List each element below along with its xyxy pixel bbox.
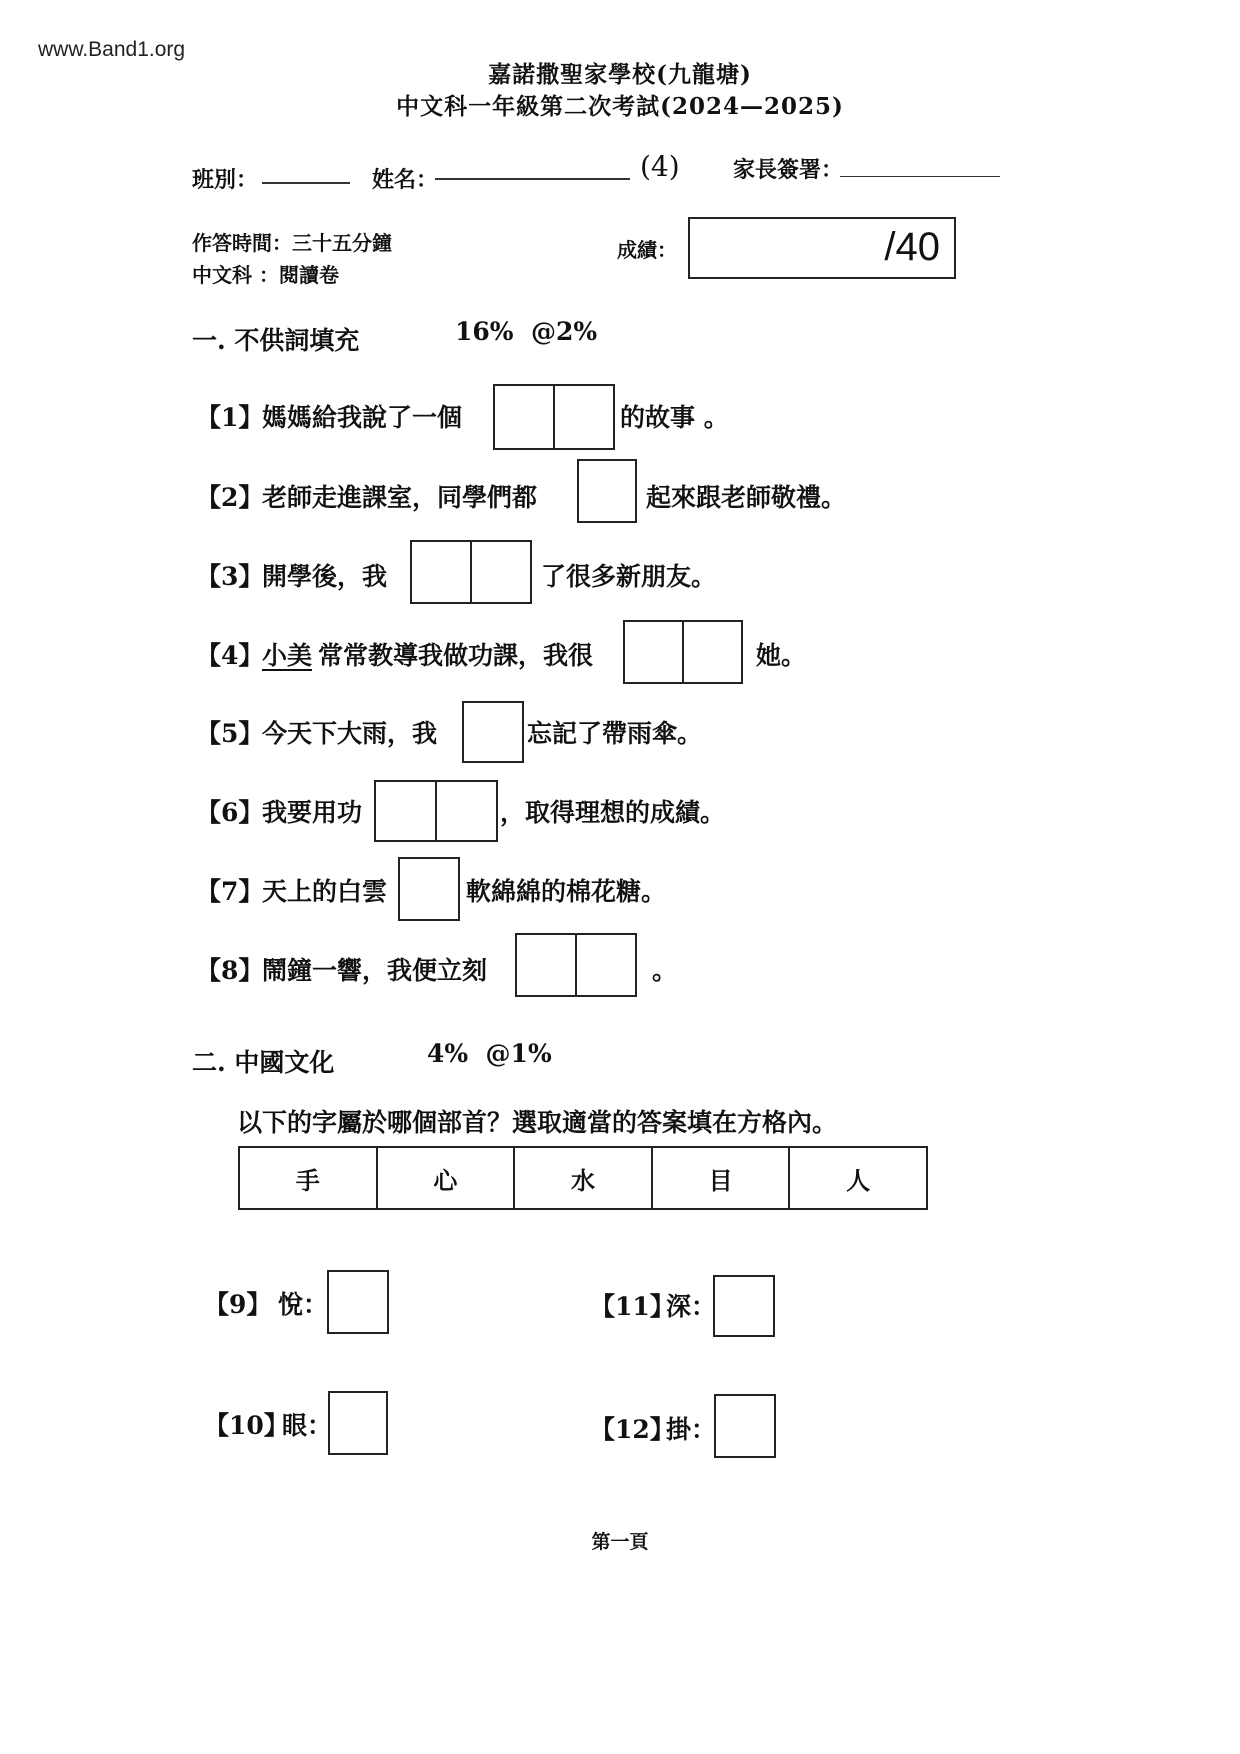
- section1-marks: 16% @2%: [455, 317, 598, 346]
- q3-before: 開學後，我: [262, 562, 388, 591]
- q4-name: 小美: [262, 641, 313, 670]
- q11-number: 【11】: [590, 1292, 675, 1321]
- q2-answer-box[interactable]: [577, 459, 637, 523]
- class-label: 班別：: [192, 167, 259, 193]
- q12-number: 【12】: [590, 1415, 675, 1444]
- q1-answer-box[interactable]: [493, 384, 615, 450]
- section2-instruction: 以下的字屬於哪個部首？選取適當的答案填在方格內。: [237, 1108, 838, 1137]
- q12-char: 掛：: [666, 1415, 717, 1444]
- q1-before: 媽媽給我說了一個: [262, 403, 463, 432]
- q2-number: 【2】: [196, 483, 264, 512]
- q3-answer-box[interactable]: [410, 540, 532, 604]
- q4-answer-box[interactable]: [623, 620, 743, 684]
- section1-title: 一. 不供詞填充: [192, 326, 360, 355]
- class-number: (4): [640, 150, 680, 183]
- q2-after: 起來跟老師敬禮。: [646, 483, 847, 512]
- q7-before: 天上的白雲: [262, 877, 388, 906]
- q9-answer-box[interactable]: [327, 1270, 389, 1334]
- q5-number: 【5】: [196, 719, 264, 748]
- q4-after: 她。: [756, 641, 807, 670]
- exam-title: 中文科一年級第二次考試(2024—2025): [396, 93, 844, 120]
- q6-before: 我要用功: [262, 798, 363, 827]
- q12-answer-box[interactable]: [714, 1394, 776, 1458]
- section2-marks: 4% @1%: [427, 1039, 552, 1068]
- q9-number: 【9】: [204, 1290, 272, 1319]
- radical-options-table: [238, 1146, 928, 1210]
- q6-answer-box[interactable]: [374, 780, 498, 842]
- paper-label: 中文科 ：閱讀卷: [192, 263, 339, 287]
- score-label: 成績：: [617, 238, 677, 262]
- radical-option: 手: [240, 1148, 378, 1208]
- q11-answer-box[interactable]: [713, 1275, 775, 1337]
- q10-answer-box[interactable]: [328, 1391, 388, 1455]
- school-name: 嘉諾撒聖家學校(九龍塘): [488, 61, 752, 88]
- q6-after: ，取得理想的成績。: [500, 798, 726, 827]
- time-label: 作答時間：三十五分鐘: [192, 231, 392, 255]
- q5-before: 今天下大雨，我: [262, 719, 438, 748]
- q3-after: 了很多新朋友。: [541, 562, 717, 591]
- section2-title: 二. 中國文化: [192, 1048, 335, 1077]
- watermark: www.Band1.org: [38, 38, 186, 61]
- page-number: 第一頁: [591, 1531, 649, 1553]
- parent-signature-input[interactable]: [840, 176, 1000, 177]
- score-total: /40: [884, 225, 940, 269]
- q5-after: 忘記了帶雨傘。: [527, 719, 703, 748]
- q10-number: 【10】: [204, 1411, 289, 1440]
- q9-char: 悅：: [278, 1290, 329, 1319]
- q8-before: 鬧鐘一響，我便立刻: [262, 956, 488, 985]
- q6-number: 【6】: [196, 798, 264, 827]
- q4-number: 【4】: [196, 641, 264, 670]
- class-input[interactable]: [262, 182, 350, 184]
- q7-number: 【7】: [196, 877, 264, 906]
- name-input[interactable]: [435, 178, 630, 180]
- radical-option: 人: [846, 1165, 871, 1195]
- q8-after: 。: [652, 956, 678, 985]
- q5-answer-box[interactable]: [462, 701, 524, 763]
- radical-option: 水: [515, 1148, 653, 1208]
- q8-answer-box[interactable]: [515, 933, 637, 997]
- q8-number: 【8】: [196, 956, 264, 985]
- q2-before: 老師走進課室，同學們都: [262, 483, 538, 512]
- name-label: 姓名：: [372, 167, 439, 193]
- q4-before: 常常教導我做功課，我很: [318, 641, 594, 670]
- parent-signature-label: 家長簽署：: [733, 157, 844, 183]
- q1-number: 【1】: [196, 403, 264, 432]
- score-box: [688, 217, 956, 279]
- radical-option: 心: [378, 1148, 516, 1208]
- q7-answer-box[interactable]: [398, 857, 460, 921]
- radical-option: 目: [653, 1148, 791, 1208]
- q3-number: 【3】: [196, 562, 264, 591]
- q1-after: 的故事 。: [620, 403, 729, 432]
- q10-char: 眼：: [282, 1411, 333, 1440]
- q7-after: 軟綿綿的棉花糖。: [466, 877, 667, 906]
- q11-char: 深：: [666, 1292, 717, 1321]
